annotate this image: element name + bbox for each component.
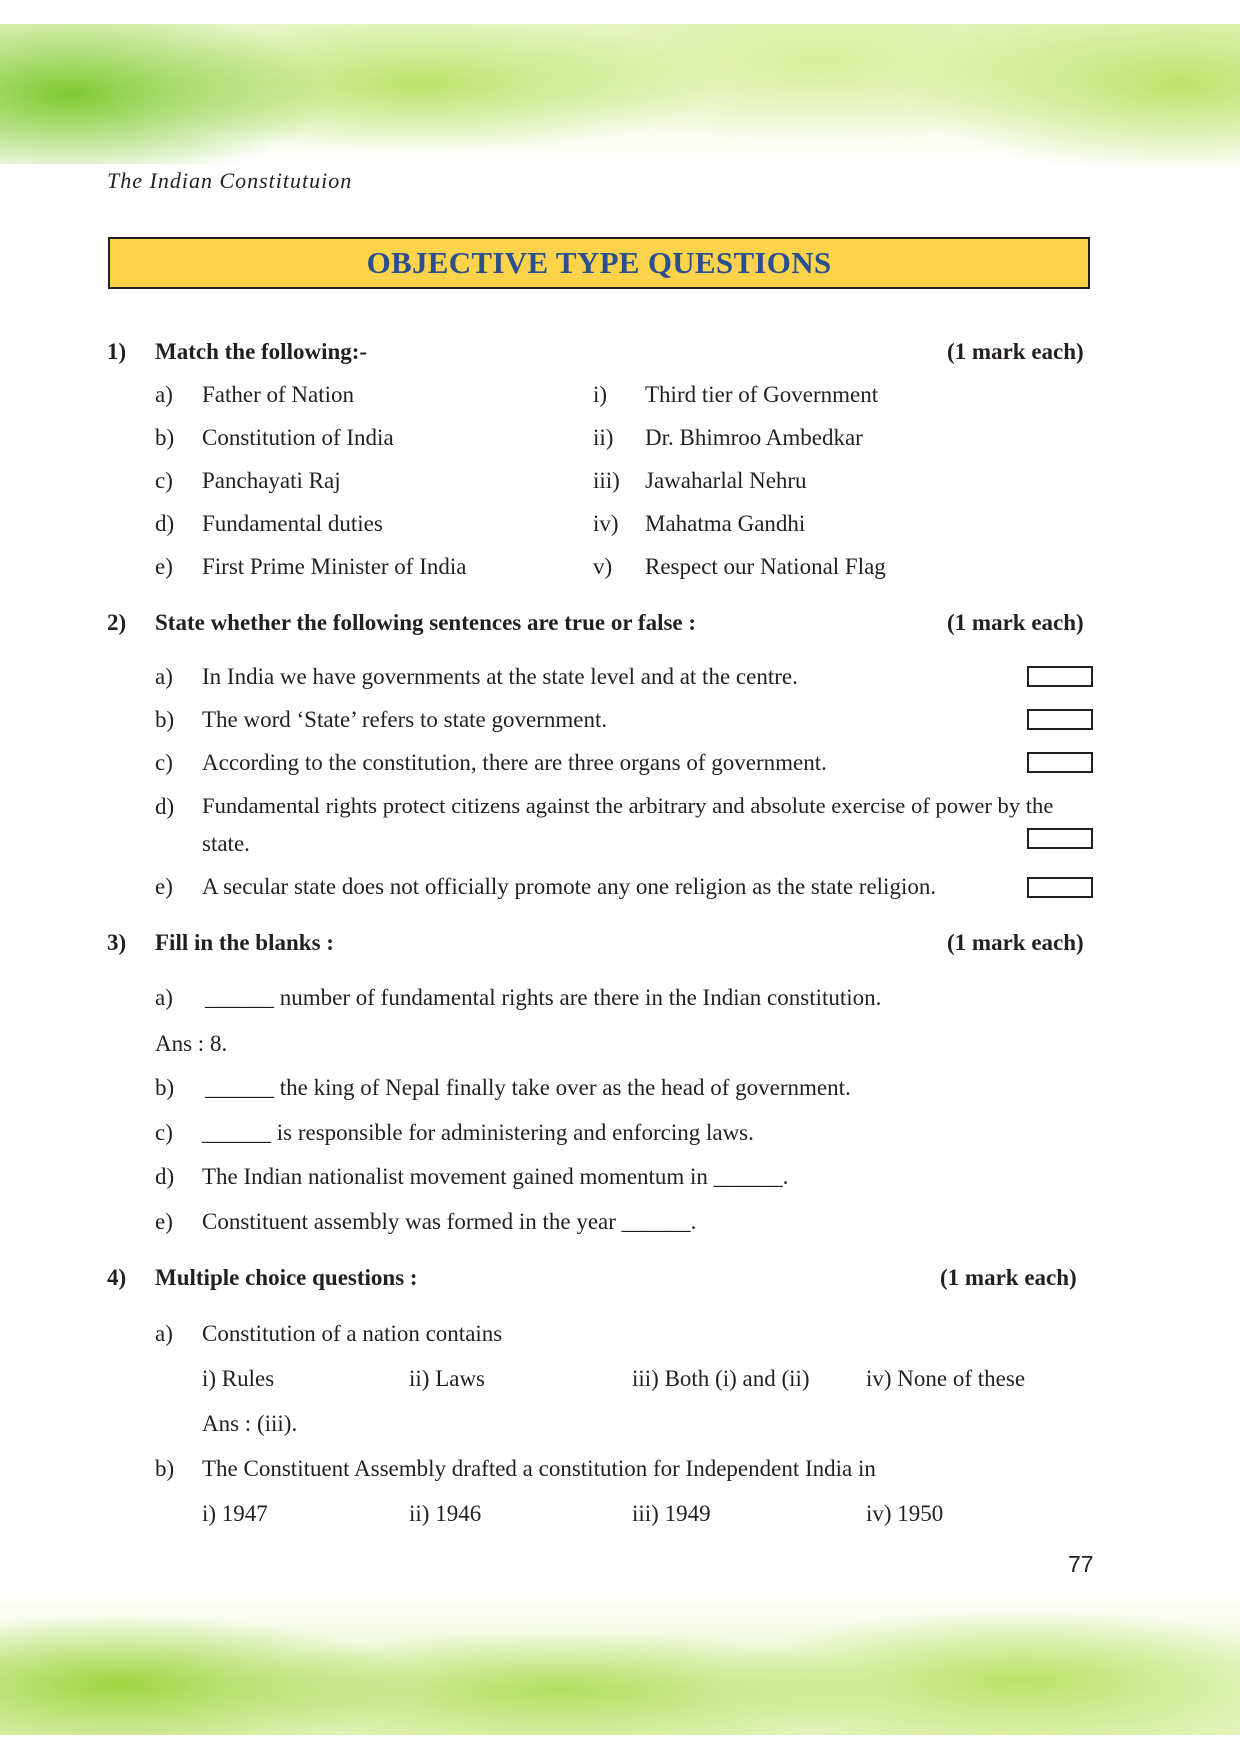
statement-text: Fundamental rights protect citizens against the arbitrary and absolute exercise of power by the xyxy=(202,793,1054,818)
blank-text: ______ the king of Nepal finally take over as the head of government. xyxy=(205,1075,851,1100)
marks-label: (1 mark each) xyxy=(947,339,1084,364)
match-right-label: v) xyxy=(593,554,613,579)
mcq-option: i) 1947 xyxy=(202,1501,268,1526)
blank-text: ______ number of fundamental rights are there in the Indian constitution. xyxy=(205,985,882,1010)
question-number: 1) xyxy=(107,339,127,364)
statement-text: The word ‘State’ refers to state government. xyxy=(202,707,608,732)
blank-label: d) xyxy=(155,1164,175,1189)
match-left-label: d) xyxy=(155,511,175,536)
answer-box[interactable] xyxy=(1027,828,1093,849)
mcq-option: iii) Both (i) and (ii) xyxy=(632,1366,810,1391)
blank-label: e) xyxy=(155,1209,173,1234)
mcq-option: ii) Laws xyxy=(409,1366,486,1391)
question-number: 3) xyxy=(107,930,127,955)
match-right-label: iv) xyxy=(593,511,619,536)
match-left-label: b) xyxy=(155,425,175,450)
mcq-option: iv) 1950 xyxy=(866,1501,944,1526)
question-title: Match the following:- xyxy=(155,339,368,364)
match-left-label: c) xyxy=(155,468,173,493)
match-right-label: ii) xyxy=(593,425,614,450)
answer-box[interactable] xyxy=(1027,877,1093,898)
question-title: State whether the following sentences are true or false : xyxy=(155,610,697,635)
match-left-label: e) xyxy=(155,554,173,579)
marks-label: (1 mark each) xyxy=(947,930,1084,955)
statement-text-continued: state. xyxy=(202,831,250,856)
mcq-label: b) xyxy=(155,1456,175,1481)
statement-text: According to the constitution, there are three organs of government. xyxy=(202,750,827,775)
match-left-label: a) xyxy=(155,382,173,407)
blank-label: a) xyxy=(155,985,173,1010)
top-decorative-band xyxy=(0,24,1240,164)
statement-label: b) xyxy=(155,707,175,732)
running-head: The Indian Constitutuion xyxy=(107,168,353,193)
marks-label: (1 mark each) xyxy=(947,610,1084,635)
mcq-option: i) Rules xyxy=(202,1366,275,1391)
question-number: 2) xyxy=(107,610,127,635)
blank-label: c) xyxy=(155,1120,173,1145)
bottom-decorative-band xyxy=(0,1590,1240,1735)
match-left-text: First Prime Minister of India xyxy=(202,554,467,579)
section-title-box xyxy=(108,237,1090,289)
answer-box[interactable] xyxy=(1027,709,1093,730)
match-right-text: Third tier of Government xyxy=(645,382,879,407)
mcq-option: ii) 1946 xyxy=(409,1501,482,1526)
section-title: OBJECTIVE TYPE QUESTIONS xyxy=(366,245,832,280)
statement-label: a) xyxy=(155,664,173,689)
mcq-question: Constitution of a nation contains xyxy=(202,1321,503,1346)
question-title: Multiple choice questions : xyxy=(155,1265,418,1290)
match-left-text: Panchayati Raj xyxy=(202,468,341,493)
blank-text: The Indian nationalist movement gained momentum in ______. xyxy=(202,1164,789,1189)
blank-label: b) xyxy=(155,1075,175,1100)
statement-label: d) xyxy=(155,794,175,819)
answer-text: Ans : 8. xyxy=(155,1031,228,1056)
marks-label: (1 mark each) xyxy=(940,1265,1077,1290)
statement-text: A secular state does not officially promote any one religion as the state religion. xyxy=(202,874,937,899)
blank-text: ______ is responsible for administering and enforcing laws. xyxy=(202,1120,754,1145)
question-number: 4) xyxy=(107,1265,127,1290)
mcq-option: iii) 1949 xyxy=(632,1501,711,1526)
statement-text: In India we have governments at the state level and at the centre. xyxy=(202,664,798,689)
match-left-text: Constitution of India xyxy=(202,425,394,450)
statement-label: c) xyxy=(155,750,173,775)
answer-box[interactable] xyxy=(1027,666,1093,687)
match-left-text: Fundamental duties xyxy=(202,511,383,536)
match-right-label: iii) xyxy=(593,468,620,493)
page-number: 77 xyxy=(1068,1551,1094,1577)
statement-label: e) xyxy=(155,874,173,899)
match-right-text: Mahatma Gandhi xyxy=(645,511,806,536)
match-right-text: Dr. Bhimroo Ambedkar xyxy=(645,425,863,450)
mcq-question: The Constituent Assembly drafted a constitution for Independent India in xyxy=(202,1456,876,1481)
match-left-text: Father of Nation xyxy=(202,382,355,407)
mcq-label: a) xyxy=(155,1321,173,1346)
match-right-label: i) xyxy=(593,382,608,407)
match-right-text: Respect our National Flag xyxy=(645,554,886,579)
question-title: Fill in the blanks : xyxy=(155,930,334,955)
blank-text: Constituent assembly was formed in the year ______. xyxy=(202,1209,697,1234)
match-right-text: Jawaharlal Nehru xyxy=(645,468,807,493)
mcq-option: iv) None of these xyxy=(866,1366,1026,1391)
answer-box[interactable] xyxy=(1027,752,1093,773)
answer-text: Ans : (iii). xyxy=(202,1411,298,1436)
